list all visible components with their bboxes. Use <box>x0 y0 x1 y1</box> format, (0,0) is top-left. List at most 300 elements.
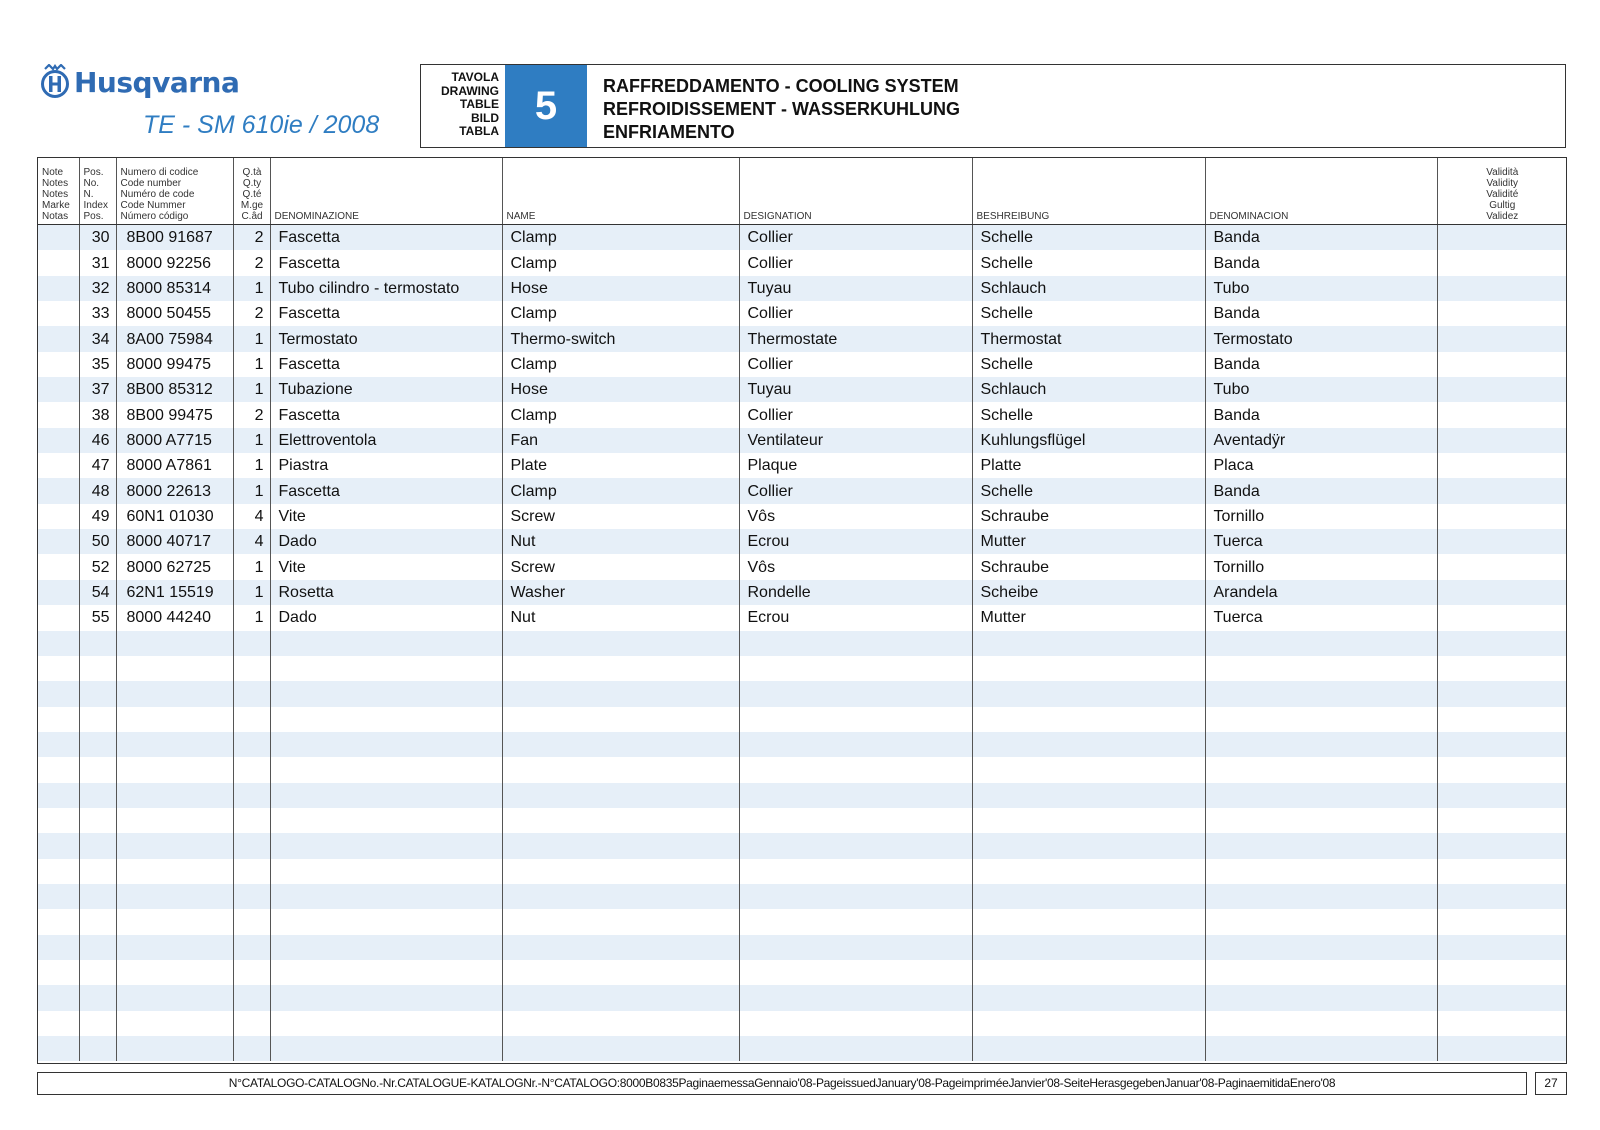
empty-row <box>38 1011 1566 1036</box>
header-line: Pos. <box>83 167 104 178</box>
cell-french: Vôs <box>739 504 972 529</box>
empty-cell <box>233 833 270 858</box>
cell-note <box>38 580 79 605</box>
empty-cell <box>972 783 1205 808</box>
cell-french: Ventilateur <box>739 428 972 453</box>
cell-french: Vôs <box>739 554 972 579</box>
empty-cell <box>972 732 1205 757</box>
empty-cell <box>79 833 116 858</box>
header-line: Gultig <box>1489 200 1516 211</box>
cell-italian: Fascetta <box>270 301 502 326</box>
cell-pos: 35 <box>79 352 116 377</box>
empty-cell <box>38 783 79 808</box>
empty-cell <box>739 732 972 757</box>
cell-code: 8B00 99475 <box>116 402 233 427</box>
cell-spanish: Tubo <box>1205 276 1437 301</box>
empty-row <box>38 859 1566 884</box>
cell-italian: Fascetta <box>270 225 502 251</box>
empty-cell <box>233 783 270 808</box>
empty-cell <box>233 859 270 884</box>
empty-cell <box>502 1036 739 1061</box>
cell-english: Hose <box>502 377 739 402</box>
empty-cell <box>1205 757 1437 782</box>
cell-qty: 1 <box>233 352 270 377</box>
cell-french: Tuyau <box>739 377 972 402</box>
empty-cell <box>270 960 502 985</box>
header-french: DESIGNATION <box>739 158 972 225</box>
empty-cell <box>38 859 79 884</box>
empty-cell <box>116 833 233 858</box>
cell-spanish: Banda <box>1205 225 1437 251</box>
cell-note <box>38 250 79 275</box>
cell-english: Washer <box>502 580 739 605</box>
cell-english: Plate <box>502 453 739 478</box>
cell-qty: 1 <box>233 428 270 453</box>
empty-cell <box>79 707 116 732</box>
empty-cell <box>79 656 116 681</box>
empty-cell <box>502 757 739 782</box>
empty-row <box>38 808 1566 833</box>
empty-cell <box>270 833 502 858</box>
empty-cell <box>739 884 972 909</box>
empty-cell <box>116 681 233 706</box>
cell-pos: 50 <box>79 529 116 554</box>
cell-validity <box>1437 453 1566 478</box>
empty-cell <box>739 757 972 782</box>
header-line: Q.ty <box>242 178 262 189</box>
cell-qty: 2 <box>233 225 270 251</box>
cell-german: Mutter <box>972 529 1205 554</box>
empty-cell <box>1437 681 1566 706</box>
empty-row <box>38 757 1566 782</box>
empty-cell <box>1205 656 1437 681</box>
cell-spanish: Tornillo <box>1205 554 1437 579</box>
empty-cell <box>739 783 972 808</box>
empty-cell <box>79 909 116 934</box>
cell-italian: Dado <box>270 605 502 630</box>
empty-cell <box>1437 656 1566 681</box>
cell-german: Schlauch <box>972 276 1205 301</box>
header-line: Index <box>83 200 108 211</box>
empty-cell <box>233 656 270 681</box>
cell-code: 8000 62725 <box>116 554 233 579</box>
empty-cell <box>739 1011 972 1036</box>
cell-pos: 38 <box>79 402 116 427</box>
cell-french: Ecrou <box>739 529 972 554</box>
empty-cell <box>38 732 79 757</box>
cell-german: Platte <box>972 453 1205 478</box>
cell-validity <box>1437 580 1566 605</box>
empty-cell <box>1437 884 1566 909</box>
empty-cell <box>739 909 972 934</box>
empty-row <box>38 833 1566 858</box>
drawing-label: TAVOLA <box>451 70 499 84</box>
model-title: TE - SM 610ie / 2008 <box>143 111 380 139</box>
empty-cell <box>116 884 233 909</box>
cell-code: 8A00 75984 <box>116 326 233 351</box>
empty-cell <box>233 884 270 909</box>
header-line: Code Nummer <box>120 200 186 211</box>
cell-code: 8000 85314 <box>116 276 233 301</box>
cell-english: Nut <box>502 529 739 554</box>
cell-code: 8B00 85312 <box>116 377 233 402</box>
empty-cell <box>79 783 116 808</box>
cell-pos: 30 <box>79 225 116 251</box>
cell-validity <box>1437 529 1566 554</box>
cell-validity <box>1437 605 1566 630</box>
empty-cell <box>1205 631 1437 656</box>
cell-german: Thermostat <box>972 326 1205 351</box>
empty-cell <box>502 960 739 985</box>
cell-validity <box>1437 428 1566 453</box>
cell-english: Clamp <box>502 478 739 503</box>
empty-cell <box>79 631 116 656</box>
cell-italian: Vite <box>270 504 502 529</box>
cell-french: Collier <box>739 225 972 251</box>
empty-cell <box>79 732 116 757</box>
cell-code: 8000 22613 <box>116 478 233 503</box>
empty-cell <box>233 808 270 833</box>
drawing-title-box <box>420 64 1566 148</box>
table-row <box>38 580 1566 605</box>
empty-cell <box>502 833 739 858</box>
cell-german: Scheibe <box>972 580 1205 605</box>
empty-cell <box>1205 707 1437 732</box>
cell-qty: 1 <box>233 377 270 402</box>
empty-row <box>38 935 1566 960</box>
cell-validity <box>1437 326 1566 351</box>
empty-cell <box>116 783 233 808</box>
header-line: Validità <box>1486 167 1519 178</box>
cell-note <box>38 453 79 478</box>
empty-cell <box>1205 909 1437 934</box>
empty-cell <box>502 783 739 808</box>
table-row <box>38 326 1566 351</box>
empty-cell <box>116 707 233 732</box>
empty-cell <box>270 1011 502 1036</box>
empty-cell <box>1205 884 1437 909</box>
table-row <box>38 428 1566 453</box>
empty-cell <box>233 732 270 757</box>
cell-spanish: Tuerca <box>1205 529 1437 554</box>
cell-code: 8000 92256 <box>116 250 233 275</box>
empty-cell <box>739 631 972 656</box>
empty-cell <box>1437 985 1566 1010</box>
empty-cell <box>116 935 233 960</box>
cell-english: Thermo-switch <box>502 326 739 351</box>
header-line: C.âd <box>241 211 263 222</box>
cell-english: Clamp <box>502 402 739 427</box>
empty-cell <box>270 859 502 884</box>
table-header-row <box>38 158 1566 225</box>
header-qty <box>233 158 270 225</box>
cell-validity <box>1437 377 1566 402</box>
empty-cell <box>79 757 116 782</box>
table-row <box>38 478 1566 503</box>
table-row <box>38 554 1566 579</box>
empty-row <box>38 656 1566 681</box>
empty-row <box>38 884 1566 909</box>
empty-cell <box>116 757 233 782</box>
cell-qty: 1 <box>233 554 270 579</box>
empty-cell <box>270 808 502 833</box>
cell-german: Mutter <box>972 605 1205 630</box>
empty-cell <box>1205 960 1437 985</box>
cell-pos: 49 <box>79 504 116 529</box>
cell-spanish: Banda <box>1205 478 1437 503</box>
cell-english: Screw <box>502 504 739 529</box>
empty-cell <box>502 732 739 757</box>
empty-cell <box>270 909 502 934</box>
cell-italian: Fascetta <box>270 250 502 275</box>
cell-note <box>38 276 79 301</box>
cell-pos: 47 <box>79 453 116 478</box>
cell-pos: 31 <box>79 250 116 275</box>
empty-cell <box>972 859 1205 884</box>
cell-english: Clamp <box>502 301 739 326</box>
cell-qty: 1 <box>233 276 270 301</box>
empty-cell <box>1205 859 1437 884</box>
empty-cell <box>79 884 116 909</box>
cell-note <box>38 554 79 579</box>
cell-french: Collier <box>739 301 972 326</box>
cell-code: 8B00 91687 <box>116 225 233 251</box>
cell-qty: 1 <box>233 580 270 605</box>
header-line: Numero di codice <box>120 167 199 178</box>
table-row <box>38 529 1566 554</box>
empty-cell <box>79 859 116 884</box>
header-line: Q.té <box>242 189 262 200</box>
cell-pos: 55 <box>79 605 116 630</box>
empty-cell <box>972 833 1205 858</box>
empty-cell <box>739 681 972 706</box>
empty-row <box>38 985 1566 1010</box>
table-row <box>38 250 1566 275</box>
empty-cell <box>1205 681 1437 706</box>
cell-german: Schlauch <box>972 377 1205 402</box>
empty-cell <box>38 757 79 782</box>
empty-cell <box>270 656 502 681</box>
header-line: Note <box>42 167 64 178</box>
cell-note <box>38 402 79 427</box>
husqvarna-crown-h-icon <box>40 64 70 100</box>
empty-cell <box>1205 808 1437 833</box>
empty-cell <box>502 707 739 732</box>
empty-cell <box>502 808 739 833</box>
empty-cell <box>1205 985 1437 1010</box>
cell-english: Fan <box>502 428 739 453</box>
header-line: Validez <box>1486 211 1519 222</box>
cell-spanish: Termostato <box>1205 326 1437 351</box>
cell-pos: 52 <box>79 554 116 579</box>
cell-validity <box>1437 301 1566 326</box>
cell-french: Collier <box>739 250 972 275</box>
header-line: Número código <box>120 211 189 222</box>
empty-cell <box>270 783 502 808</box>
empty-cell <box>1437 935 1566 960</box>
header-line: Numéro de code <box>120 189 195 200</box>
empty-cell <box>1437 859 1566 884</box>
empty-cell <box>270 757 502 782</box>
empty-row <box>38 960 1566 985</box>
cell-spanish: Banda <box>1205 301 1437 326</box>
cell-validity <box>1437 478 1566 503</box>
empty-cell <box>270 884 502 909</box>
empty-cell <box>972 985 1205 1010</box>
cell-qty: 1 <box>233 605 270 630</box>
cell-spanish: Tubo <box>1205 377 1437 402</box>
empty-cell <box>79 681 116 706</box>
drawing-label: DRAWING <box>441 83 499 98</box>
empty-cell <box>972 757 1205 782</box>
cell-french: Plaque <box>739 453 972 478</box>
empty-cell <box>38 833 79 858</box>
cell-spanish: Banda <box>1205 402 1437 427</box>
table-row <box>38 453 1566 478</box>
empty-cell <box>972 909 1205 934</box>
cell-spanish: Aventadÿr <box>1205 428 1437 453</box>
empty-cell <box>79 985 116 1010</box>
empty-cell <box>38 681 79 706</box>
empty-cell <box>502 656 739 681</box>
empty-cell <box>1437 783 1566 808</box>
cell-french: Collier <box>739 352 972 377</box>
empty-row <box>38 631 1566 656</box>
cell-note <box>38 326 79 351</box>
cell-pos: 33 <box>79 301 116 326</box>
empty-cell <box>972 1011 1205 1036</box>
empty-cell <box>79 1011 116 1036</box>
cell-validity <box>1437 250 1566 275</box>
cell-pos: 54 <box>79 580 116 605</box>
empty-cell <box>1437 631 1566 656</box>
empty-cell <box>116 1011 233 1036</box>
cell-pos: 34 <box>79 326 116 351</box>
cell-note <box>38 478 79 503</box>
header-line: Code number <box>120 178 182 189</box>
empty-cell <box>233 909 270 934</box>
empty-row <box>38 681 1566 706</box>
empty-cell <box>79 935 116 960</box>
cell-qty: 1 <box>233 478 270 503</box>
empty-cell <box>38 935 79 960</box>
empty-cell <box>1205 1036 1437 1061</box>
cell-italian: Fascetta <box>270 478 502 503</box>
empty-cell <box>739 960 972 985</box>
header-line: N. <box>83 189 94 200</box>
cell-english: Clamp <box>502 250 739 275</box>
cell-note <box>38 301 79 326</box>
empty-cell <box>38 884 79 909</box>
header-line: Notes <box>42 189 69 200</box>
empty-row <box>38 1036 1566 1061</box>
cell-french: Thermostate <box>739 326 972 351</box>
empty-row <box>38 707 1566 732</box>
empty-cell <box>1437 909 1566 934</box>
cell-english: Nut <box>502 605 739 630</box>
empty-cell <box>1437 1011 1566 1036</box>
cell-code: 62N1 15519 <box>116 580 233 605</box>
header-line: Pos. <box>83 211 104 222</box>
cell-german: Schelle <box>972 225 1205 251</box>
cell-spanish: Tuerca <box>1205 605 1437 630</box>
header-spanish: DENOMINACION <box>1205 158 1437 225</box>
cell-code: 8000 50455 <box>116 301 233 326</box>
empty-cell <box>38 985 79 1010</box>
empty-cell <box>972 808 1205 833</box>
empty-cell <box>502 1011 739 1036</box>
empty-cell <box>233 985 270 1010</box>
cell-note <box>38 605 79 630</box>
empty-cell <box>38 656 79 681</box>
header-german: BESHREIBUNG <box>972 158 1205 225</box>
table-row <box>38 605 1566 630</box>
cell-validity <box>1437 276 1566 301</box>
empty-cell <box>1205 732 1437 757</box>
cell-note <box>38 529 79 554</box>
cell-qty: 2 <box>233 402 270 427</box>
empty-cell <box>739 985 972 1010</box>
table-row <box>38 352 1566 377</box>
cell-spanish: Arandela <box>1205 580 1437 605</box>
empty-cell <box>739 808 972 833</box>
cell-italian: Fascetta <box>270 352 502 377</box>
cell-note <box>38 504 79 529</box>
table-row <box>38 402 1566 427</box>
cell-french: Collier <box>739 402 972 427</box>
empty-cell <box>270 985 502 1010</box>
empty-cell <box>1437 808 1566 833</box>
cell-english: Clamp <box>502 225 739 251</box>
empty-cell <box>38 808 79 833</box>
cell-italian: Rosetta <box>270 580 502 605</box>
cell-code: 8000 A7715 <box>116 428 233 453</box>
header-validity <box>1437 158 1566 225</box>
header-code <box>116 158 233 225</box>
empty-cell <box>972 707 1205 732</box>
cell-french: Tuyau <box>739 276 972 301</box>
empty-cell <box>116 985 233 1010</box>
cell-italian: Elettroventola <box>270 428 502 453</box>
table-row <box>38 504 1566 529</box>
cell-french: Collier <box>739 478 972 503</box>
cell-german: Schelle <box>972 478 1205 503</box>
empty-cell <box>739 656 972 681</box>
cell-validity <box>1437 352 1566 377</box>
empty-cell <box>739 935 972 960</box>
cell-code: 8000 40717 <box>116 529 233 554</box>
empty-cell <box>233 935 270 960</box>
empty-cell <box>233 631 270 656</box>
empty-cell <box>502 859 739 884</box>
table-row <box>38 225 1566 251</box>
empty-cell <box>79 1036 116 1061</box>
header-note <box>38 158 79 225</box>
empty-cell <box>502 631 739 656</box>
empty-cell <box>116 732 233 757</box>
empty-cell <box>502 681 739 706</box>
empty-cell <box>1437 757 1566 782</box>
empty-cell <box>233 1011 270 1036</box>
header-pos <box>79 158 116 225</box>
empty-cell <box>1437 1036 1566 1061</box>
cell-code: 60N1 01030 <box>116 504 233 529</box>
empty-cell <box>502 909 739 934</box>
cell-german: Schraube <box>972 504 1205 529</box>
cell-italian: Termostato <box>270 326 502 351</box>
empty-cell <box>972 656 1205 681</box>
empty-cell <box>739 859 972 884</box>
